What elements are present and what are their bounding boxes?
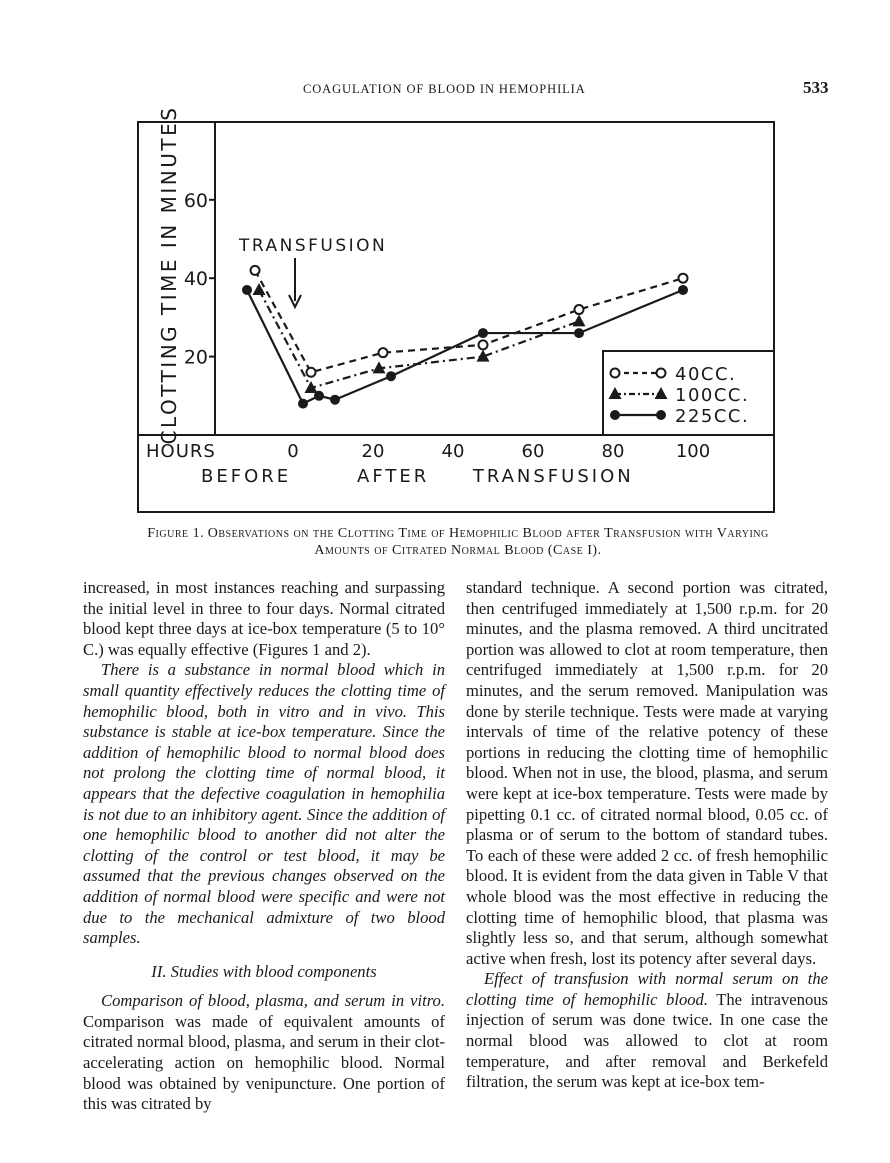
right-column <box>466 578 828 1093</box>
series-3-point-7 <box>574 328 584 338</box>
series-3-point-1 <box>242 285 252 295</box>
series-1-point-2 <box>307 368 316 377</box>
series-3-point-8 <box>678 285 688 295</box>
figure-caption <box>128 525 788 559</box>
series-1-point-4 <box>479 340 488 349</box>
transfusion-arrow <box>289 258 301 307</box>
left-column <box>83 578 445 1115</box>
left-paragraph-3-body: Comparison was made of equivalent amounts of citrated normal blood, plasma, and serum in their clot-accelerating action on hemophilic blood. Normal blood was obtained by venipuncture. One portion of this was citrated by <box>83 1011 445 1114</box>
legend-marker-end-1 <box>657 369 666 378</box>
series-3-point-3 <box>314 391 324 401</box>
series-1-point-3 <box>379 348 388 357</box>
y-tick-label-40: 40 <box>183 268 208 291</box>
series-2 <box>253 283 586 393</box>
left-paragraph-3-lead: Comparison of blood, plasma, and serum in vitro. <box>101 991 445 1011</box>
legend <box>603 351 774 435</box>
legend-label-1: 40CC. <box>675 364 737 385</box>
x-tick-label-100: 100 <box>675 441 711 462</box>
x-tick-label-0: 0 <box>287 441 299 462</box>
series-3-point-2 <box>298 399 308 409</box>
x-tick-label-40: 40 <box>441 441 465 462</box>
legend-label-3: 225CC. <box>675 406 750 427</box>
legend-marker-end-3 <box>656 410 666 420</box>
x-tick-label-80: 80 <box>601 441 625 462</box>
right-paragraph-1: standard technique. A second portion was citrated, then centrifuged immediately at 1,500 r.p.m. for 20 minutes, and the plasma removed. A third uncitrated portion was allowed to clot at room temperature, then centrifuged immediately at 1,500 r.p.m. for 20 minutes, and the serum removed. Manipulation was done by sterile technique. Tests were made at varying intervals of time of the relative potency of these portions in reducing the clotting time of hemophilic blood. When not in use, the blood, plasma, and serum were kept at ice-box temperature. Tests were made by pipetting 0.1 cc. of citrated normal blood, 0.05 cc. of plasma or of serum to the bottom of standard tubes. To each of these were added 2 cc. of fresh hemophilic blood. It is evident from the data given in Table V that whole blood was the most effective in reducing the clotting time of hemophilic blood, that plasma was slightly less so, and that serum, although somewhat active when fresh, lost its potency after several days. <box>466 578 828 968</box>
series-3-point-6 <box>478 328 488 338</box>
transfusion-annotation: TRANSFUSION <box>239 236 388 256</box>
right-paragraph-2-lead: Effect of transfusion with normal serum on the clotting time of hemophilic blood. <box>466 969 828 1009</box>
y-ticks <box>184 190 215 369</box>
x-tick-label-20: 20 <box>361 441 385 462</box>
right-paragraph-2-body: The intravenous injection of serum was done twice. In one case the normal blood was allowed to clot at room temperature, and after removal and Berkefeld filtration, the serum was kept at ice-box tem- <box>466 989 828 1092</box>
legend-marker-start-1 <box>611 369 620 378</box>
series-1-point-1 <box>251 266 260 275</box>
left-paragraph-2: There is a substance in normal blood which in small quantity effectively reduces the clotting time of hemophilic blood, both in vitro and in vivo. This substance is stable at ice-box temperature. Since the addition of hemophilic blood to normal blood does not prolong the clotting time of normal blood, it appears that the defective coagulation in hemophilia is not due to an inhibitory agent. Since the addition of one hemophilic blood to another did not alter the clotting of the control or test blood, it may be assumed that the previous changes observed on the addition of normal blood were specific and were not due to the mechanical admixture of two blood samples. <box>83 660 445 948</box>
page-number: 533 <box>803 78 829 97</box>
hours-label: HOURS <box>146 441 216 462</box>
y-axis-label: CLOTTING TIME IN MINUTES <box>157 105 181 445</box>
running-title: COAGULATION OF BLOOD IN HEMOPHILIA <box>303 82 586 96</box>
x-label-before: BEFORE <box>201 466 292 487</box>
x-tick-label-60: 60 <box>521 441 545 462</box>
left-paragraph-1: increased, in most instances reaching and surpassing the initial level in three to four days. Normal citrated blood kept three days at ice-box temperature (5 to 10° C.) was equally effective (Figures 1 and 2). <box>83 578 445 659</box>
figure-1-chart <box>0 0 890 520</box>
series-3-point-5 <box>386 371 396 381</box>
y-tick-label-20: 20 <box>183 346 208 369</box>
left-paragraph-3 <box>83 991 445 1115</box>
figure-caption-label: Figure 1. <box>147 526 205 541</box>
section-heading: II. Studies with blood components <box>151 961 377 981</box>
series-1-point-6 <box>679 274 688 283</box>
series-1-point-5 <box>575 305 584 314</box>
series-3-point-4 <box>330 395 340 405</box>
x-ticks <box>287 441 710 462</box>
y-tick-label-60: 60 <box>183 189 208 212</box>
x-label-after: AFTER TRANSFUSION <box>357 466 634 487</box>
figure-caption-text: Observations on the Clotting Time of Hemophilic Blood after Transfusion with Varying Amounts of Citrated Normal Blood (Case I). <box>207 526 769 558</box>
right-paragraph-2 <box>466 969 828 1093</box>
legend-marker-start-3 <box>610 410 620 420</box>
series-2-point-5 <box>573 314 586 326</box>
legend-label-2: 100CC. <box>675 385 750 406</box>
